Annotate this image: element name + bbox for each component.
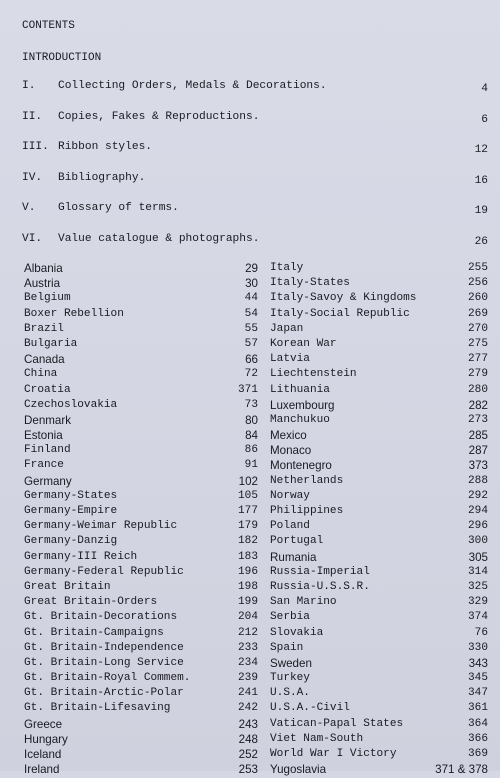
index-entry <box>270 292 488 307</box>
introduction-heading: INTRODUCTION <box>22 52 102 64</box>
index-entry <box>24 429 258 444</box>
index-entry-name: Germany-Empire <box>24 505 118 517</box>
index-entry <box>24 414 258 429</box>
index-entry-page: 256 <box>468 277 488 290</box>
index-entry-page: 300 <box>468 535 488 548</box>
country-index-right-column <box>270 262 488 778</box>
index-entry-page: 294 <box>468 505 488 517</box>
index-entry <box>270 384 488 399</box>
index-entry <box>24 748 258 763</box>
index-entry-page: 325 <box>468 580 488 593</box>
section-page-number: 4 <box>481 83 488 95</box>
index-entry-name: Germany-III Reich <box>24 550 138 563</box>
section-page-number: 6 <box>481 113 488 126</box>
index-entry <box>270 353 488 368</box>
index-entry <box>270 566 488 581</box>
index-entry <box>24 581 258 596</box>
index-entry-page: 273 <box>468 413 488 426</box>
section-entry <box>22 80 492 111</box>
index-entry-page: 269 <box>468 307 488 320</box>
index-entry-name: Boxer Rebellion <box>24 307 124 320</box>
index-entry-page: 105 <box>238 489 258 502</box>
index-entry-page: 183 <box>238 550 258 563</box>
index-entry-name: Monaco <box>270 444 312 458</box>
index-entry-page: 371 & 378 <box>435 763 488 777</box>
index-entry-name: Denmark <box>24 413 72 427</box>
index-entry <box>270 627 488 642</box>
index-entry-name: Italy-Savoy & Kingdoms <box>270 292 417 305</box>
index-entry-page: 347 <box>468 687 488 700</box>
index-entry-page: 361 <box>468 702 488 715</box>
index-entry-page: 196 <box>238 565 258 578</box>
index-entry-page: 179 <box>238 520 258 533</box>
index-entry-page: 102 <box>238 474 258 488</box>
index-entry <box>24 262 258 277</box>
index-entry-name: Gt. Britain-Campaigns <box>24 626 164 639</box>
index-entry-name: France <box>24 459 64 472</box>
index-entry-page: 287 <box>468 444 488 458</box>
index-entry <box>270 308 488 323</box>
index-entry-name: Serbia <box>270 611 310 624</box>
index-entry-page: 371 <box>238 383 258 396</box>
index-entry-name: Gt. Britain-Independence <box>24 641 184 654</box>
index-entry-name: Lithuania <box>270 383 330 396</box>
index-entry <box>270 596 488 611</box>
index-entry-name: Russia-U.S.S.R. <box>270 580 370 593</box>
section-number: II. <box>22 110 43 123</box>
index-entry-page: 285 <box>468 429 488 443</box>
index-entry-name: Canada <box>24 353 65 367</box>
index-entry <box>270 657 488 672</box>
index-entry-name: Korean War <box>270 337 337 350</box>
index-entry <box>270 733 488 748</box>
index-entry <box>270 475 488 490</box>
section-entry <box>22 141 492 172</box>
index-entry <box>24 611 258 626</box>
index-entry-page: 204 <box>238 611 258 624</box>
index-entry-name: Hungary <box>24 732 68 746</box>
index-entry-page: 330 <box>468 641 488 654</box>
index-entry <box>24 642 258 657</box>
index-entry-name: Austria <box>24 277 61 291</box>
index-entry-page: 86 <box>244 444 258 457</box>
section-entry <box>22 233 492 264</box>
index-entry-page: 243 <box>238 717 258 731</box>
index-entry <box>24 338 258 353</box>
index-entry-name: Gt. Britain-Arctic-Polar <box>24 687 184 700</box>
index-entry <box>24 535 258 550</box>
index-entry <box>24 596 258 611</box>
index-entry-page: 76 <box>474 626 488 639</box>
index-entry-name: Germany-Danzig <box>24 535 118 548</box>
index-entry-name: Belgium <box>24 292 71 305</box>
index-entry <box>270 642 488 657</box>
index-entry-page: 366 <box>468 732 488 745</box>
index-entry <box>270 551 488 566</box>
section-page-number: 12 <box>474 144 488 156</box>
index-entry-page: 373 <box>468 459 488 473</box>
index-entry-page: 55 <box>244 322 258 335</box>
index-entry <box>270 490 488 505</box>
index-entry-page: 198 <box>238 580 258 593</box>
index-entry <box>270 581 488 596</box>
index-entry <box>24 444 258 459</box>
index-entry-page: 233 <box>238 641 258 654</box>
index-entry <box>24 733 258 748</box>
index-entry-name: Germany <box>24 474 72 488</box>
index-entry-name: Gt. Britain-Long Service <box>24 656 184 669</box>
index-entry <box>270 748 488 763</box>
section-title: Bibliography. <box>58 171 146 184</box>
index-entry-page: 292 <box>468 489 488 502</box>
index-entry-page: 275 <box>468 337 488 350</box>
index-entry <box>270 338 488 353</box>
index-entry <box>24 368 258 383</box>
index-entry-page: 239 <box>238 672 258 685</box>
section-entry <box>22 202 492 233</box>
index-entry <box>24 627 258 642</box>
index-entry-name: Germany-Weimar Republic <box>24 520 178 533</box>
index-entry-page: 329 <box>468 596 488 609</box>
index-entry <box>24 459 258 474</box>
section-entry <box>22 172 492 203</box>
index-entry <box>270 429 488 444</box>
index-entry-name: Czechoslovakia <box>24 398 118 411</box>
index-entry <box>24 277 258 292</box>
index-entry-name: Luxembourg <box>270 398 335 412</box>
index-entry-name: Viet Nam-South <box>270 732 364 745</box>
index-entry <box>270 399 488 414</box>
index-entry-page: 177 <box>238 505 258 517</box>
index-entry-page: 182 <box>238 535 258 548</box>
index-entry-name: Montenegro <box>270 459 332 473</box>
index-entry <box>270 277 488 292</box>
section-page-number: 19 <box>474 205 488 217</box>
section-number: V. <box>22 202 36 214</box>
index-entry-page: 54 <box>244 307 258 320</box>
index-entry-name: Germany-Federal Republic <box>24 565 184 578</box>
index-entry <box>270 368 488 383</box>
index-entry-name: Ireland <box>24 763 60 777</box>
section-number: III. <box>22 141 49 153</box>
index-entry-name: Great Britain <box>24 580 111 593</box>
index-entry-page: 212 <box>238 626 258 639</box>
index-entry-name: Poland <box>270 520 310 533</box>
index-entry <box>270 702 488 717</box>
section-title: Value catalogue & photographs. <box>58 232 260 245</box>
index-entry <box>24 702 258 717</box>
index-entry-page: 241 <box>238 687 258 700</box>
index-entry-name: Gt. Britain-Royal Commem. <box>24 672 191 685</box>
index-entry <box>24 323 258 338</box>
index-entry <box>24 551 258 566</box>
index-entry <box>270 262 488 277</box>
section-title: Ribbon styles. <box>58 141 152 153</box>
index-entry-name: Yugoslavia <box>270 763 327 777</box>
index-entry-page: 234 <box>238 656 258 669</box>
index-entry-name: Rumania <box>270 550 317 564</box>
index-entry-page: 242 <box>238 702 258 715</box>
index-entry-name: Italy-States <box>270 277 350 290</box>
index-entry-name: China <box>24 368 58 381</box>
index-entry <box>270 718 488 733</box>
index-entry-name: Liechtenstein <box>270 368 357 381</box>
index-entry-page: 73 <box>244 398 258 411</box>
index-entry-name: Gt. Britain-Decorations <box>24 611 178 624</box>
index-entry <box>24 475 258 490</box>
index-entry-name: Iceland <box>24 748 62 761</box>
index-entry <box>270 687 488 702</box>
index-entry-name: Spain <box>270 641 304 654</box>
index-entry-name: U.S.A.-Civil <box>270 702 350 715</box>
index-entry-page: 280 <box>468 383 488 396</box>
index-entry-name: Turkey <box>270 672 310 685</box>
index-entry <box>270 535 488 550</box>
section-number: IV. <box>22 171 43 184</box>
index-entry-name: Latvia <box>270 353 310 366</box>
section-page-number: 16 <box>474 174 488 187</box>
index-entry-page: 260 <box>468 292 488 305</box>
index-entry-page: 288 <box>468 474 488 487</box>
index-entry-name: Gt. Britain-Lifesaving <box>24 702 171 715</box>
section-number: VI. <box>22 232 43 245</box>
index-entry <box>270 444 488 459</box>
index-entry-page: 270 <box>468 322 488 335</box>
section-number: I. <box>22 80 36 92</box>
index-entry-page: 91 <box>244 459 258 472</box>
index-entry <box>270 520 488 535</box>
index-entry <box>24 384 258 399</box>
index-entry-page: 282 <box>468 398 488 412</box>
index-entry-name: Netherlands <box>270 474 344 487</box>
index-entry <box>24 672 258 687</box>
index-entry-page: 80 <box>245 413 258 427</box>
index-entry-name: Russia-Imperial <box>270 565 370 578</box>
index-entry <box>24 399 258 414</box>
index-entry-page: 279 <box>468 368 488 381</box>
index-entry-name: U.S.A. <box>270 687 310 700</box>
index-entry-name: Norway <box>270 489 310 502</box>
section-list <box>22 80 492 263</box>
index-entry-page: 84 <box>245 429 258 443</box>
index-entry-page: 296 <box>468 520 488 533</box>
index-entry-name: Great Britain-Orders <box>24 596 158 609</box>
index-entry-page: 314 <box>468 565 488 578</box>
index-entry <box>24 566 258 581</box>
index-entry-page: 253 <box>238 763 258 777</box>
index-entry <box>270 323 488 338</box>
index-entry-name: Vatican-Papal States <box>270 717 404 730</box>
index-entry-name: Portugal <box>270 535 324 548</box>
index-entry-name: Greece <box>24 717 63 731</box>
index-entry <box>24 490 258 505</box>
index-entry <box>24 520 258 535</box>
index-entry <box>270 459 488 474</box>
index-entry-page: 277 <box>468 353 488 366</box>
index-entry-name: Finland <box>24 444 71 457</box>
index-entry-page: 255 <box>468 262 488 274</box>
index-entry-name: Estonia <box>24 429 63 443</box>
index-entry-name: World War I Victory <box>270 748 397 760</box>
index-entry <box>270 414 488 429</box>
index-entry-name: Manchukuo <box>270 413 330 426</box>
index-entry-name: Mexico <box>270 429 307 443</box>
index-entry-name: San Marino <box>270 596 337 609</box>
index-entry-page: 66 <box>245 353 258 367</box>
index-entry-page: 72 <box>244 368 258 381</box>
index-entry-page: 369 <box>468 748 488 760</box>
index-entry-name: Sweden <box>270 656 312 670</box>
index-entry-page: 199 <box>238 596 258 609</box>
index-entry-page: 305 <box>468 550 488 564</box>
index-entry-page: 343 <box>468 656 488 670</box>
country-index-left-column <box>24 262 258 778</box>
index-entry <box>24 505 258 520</box>
index-entry-name: Germany-States <box>24 489 118 502</box>
index-entry-name: Philippines <box>270 505 344 517</box>
index-entry-page: 374 <box>468 611 488 624</box>
section-entry <box>22 111 492 142</box>
section-page-number: 26 <box>474 235 488 248</box>
index-entry-name: Italy-Social Republic <box>270 307 410 320</box>
index-entry-page: 29 <box>245 262 258 275</box>
index-entry-name: Italy <box>270 262 304 274</box>
index-entry-name: Bulgaria <box>24 337 78 350</box>
index-entry-name: Albania <box>24 262 63 275</box>
index-entry-name: Slovakia <box>270 626 324 639</box>
index-entry-page: 345 <box>468 672 488 685</box>
index-entry <box>24 718 258 733</box>
section-title: Glossary of terms. <box>58 202 179 214</box>
index-entry-page: 252 <box>238 748 258 761</box>
index-entry-page: 30 <box>245 277 258 291</box>
index-entry-name: Brazil <box>24 322 64 335</box>
section-title: Copies, Fakes & Reproductions. <box>58 110 260 123</box>
index-entry-page: 364 <box>468 717 488 730</box>
index-entry <box>24 292 258 307</box>
index-entry <box>24 308 258 323</box>
index-entry <box>24 353 258 368</box>
index-entry-page: 57 <box>244 337 258 350</box>
section-title: Collecting Orders, Medals & Decorations. <box>58 80 327 92</box>
index-entry <box>270 505 488 520</box>
index-entry <box>24 687 258 702</box>
index-entry-name: Japan <box>270 322 304 335</box>
index-entry-page: 44 <box>244 292 258 305</box>
index-entry <box>24 657 258 672</box>
index-entry-page: 248 <box>238 732 258 746</box>
contents-heading: CONTENTS <box>22 20 75 32</box>
index-entry <box>270 672 488 687</box>
index-entry <box>270 611 488 626</box>
index-entry-name: Croatia <box>24 383 71 396</box>
